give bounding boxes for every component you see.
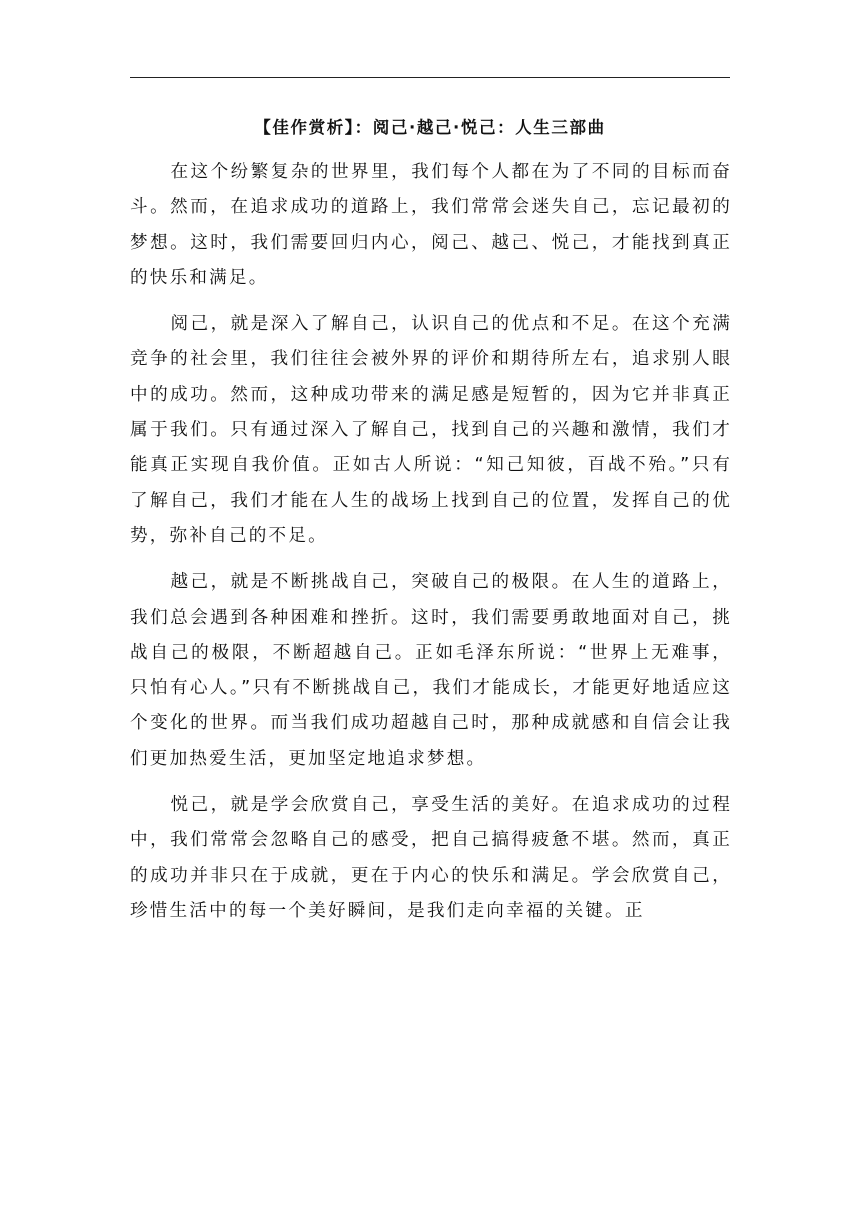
paragraph-yue-ji-please: 悦己，就是学会欣赏自己，享受生活的美好。在追求成功的过程中，我们常常会忽略自己的感受，把自己搞得疲惫不堪。然而，真正的成功并非只在于成就，更在于内心的快乐和满足。学会欣赏自己，珍惜生活中的每一个美好瞬间，是我们走向幸福的关键。正 bbox=[130, 795, 732, 921]
essay-body bbox=[130, 155, 732, 940]
paragraph-intro: 在这个纷繁复杂的世界里，我们每个人都在为了不同的目标而奋斗。然而，在追求成功的道路上，我们常常会迷失自己，忘记最初的梦想。这时，我们需要回归内心，阅己、越己、悦己，才能找到真正的快乐和满足。 bbox=[130, 162, 732, 288]
paragraph-yue-ji-surpass: 越己，就是不断挑战自己，突破自己的极限。在人生的道路上，我们总会遇到各种困难和挫折。这时，我们需要勇敢地面对自己，挑战自己的极限，不断超越自己。正如毛泽东所说：“世界上无难事，只怕有心人。”只有不断挑战自己，我们才能成长，才能更好地适应这个变化的世界。而当我们成功超越自己时，那种成就感和自信会让我们更加热爱生活，更加坚定地追求梦想。 bbox=[130, 572, 732, 769]
header-rule bbox=[130, 77, 730, 78]
paragraph-yue-ji-know: 阅己，就是深入了解自己，认识自己的优点和不足。在这个充满竞争的社会里，我们往往会被外界的评价和期待所左右，追求别人眼中的成功。然而，这种成功带来的满足感是短暂的，因为它并非真正属于我们。只有通过深入了解自己，找到自己的兴趣和激情，我们才能真正实现自我价值。正如古人所说：“知己知彼，百战不殆。”只有了解自己，我们才能在人生的战场上找到自己的位置，发挥自己的优势，弥补自己的不足。 bbox=[130, 314, 732, 546]
essay-title: 【佳作赏析】：阅己·越己·悦己：人生三部曲 bbox=[254, 118, 606, 137]
